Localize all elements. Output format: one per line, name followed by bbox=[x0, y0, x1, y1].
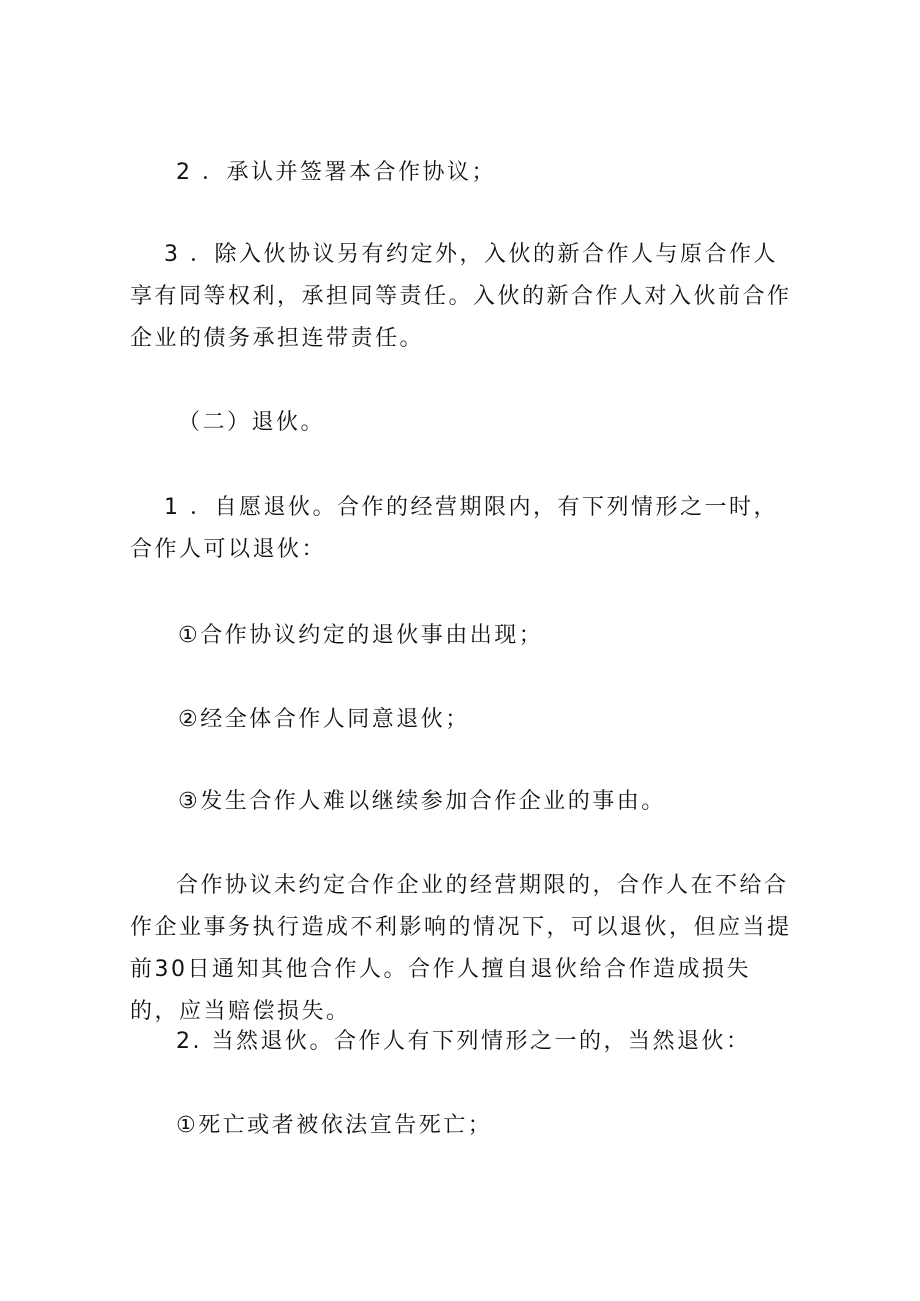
list-item-automatic-1: ①死亡或者被依法宣告死亡； bbox=[176, 1113, 493, 1138]
list-item-withdrawal-2: ②经全体合作人同意退伙； bbox=[178, 707, 470, 732]
paragraph-automatic-withdrawal: 2. 当然退伙。合作人有下列情形之一的，当然退伙： bbox=[176, 1029, 751, 1054]
paragraph-admission-item-3: 3 ．除入伙协议另有约定外，入伙的新合作人与原合作人享有同等权利，承担同等责任。入伙的新合作人对入伙前合作企业的债务承担连带责任。 bbox=[130, 242, 792, 351]
list-item-withdrawal-1: ①合作协议约定的退伙事由出现； bbox=[178, 623, 544, 648]
list-item-withdrawal-3: ③发生合作人难以继续参加合作企业的事由。 bbox=[178, 789, 666, 814]
paragraph-no-term-withdrawal: 合作协议未约定合作企业的经营期限的，合作人在不给合作企业事务执行造成不利影响的情况下，可以退伙，但应当提前30日通知其他合作人。合作人擅自退伙给合作造成损失的，应当赔偿损失。 bbox=[130, 873, 792, 1024]
paragraph-admission-item-2: 2 ．承认并签署本合作协议； bbox=[176, 160, 496, 185]
section-heading-withdrawal: （二）退伙。 bbox=[178, 410, 326, 435]
paragraph-voluntary-withdrawal: 1 ．自愿退伙。合作的经营期限内，有下列情形之一时，合作人可以退伙： bbox=[130, 495, 778, 562]
